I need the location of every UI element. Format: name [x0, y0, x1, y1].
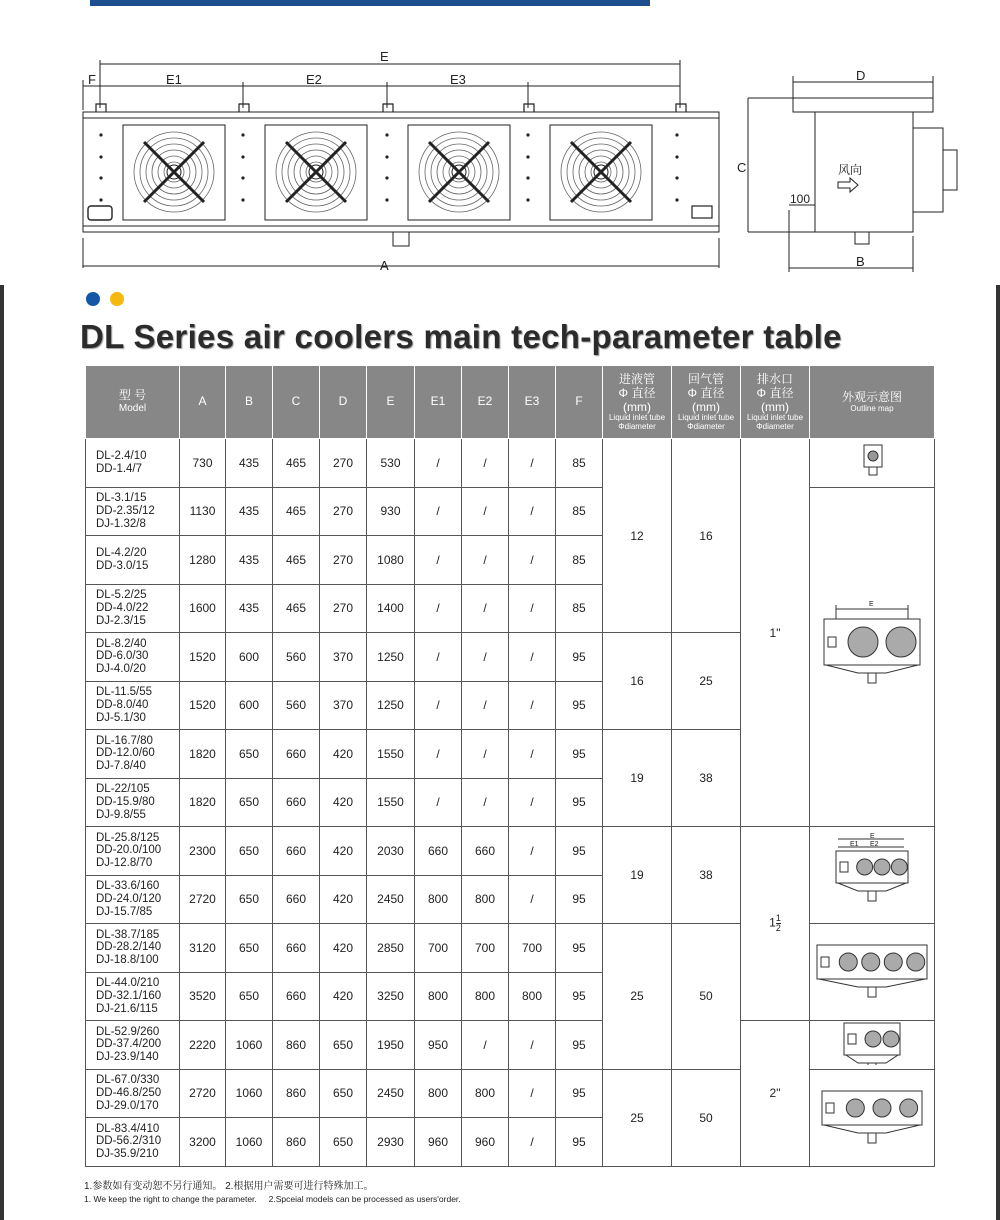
- left-border: [0, 285, 4, 1220]
- cell-gas-dia: 25: [672, 633, 741, 730]
- wind-direction-label: 风向: [838, 163, 863, 177]
- model-name: DJ-21.6/115: [96, 1002, 158, 1015]
- yellow-dot: [110, 292, 124, 306]
- model-name: DD-15.9/80: [96, 795, 155, 808]
- model-name: DD-6.0/30: [96, 650, 149, 663]
- model-name: DL-38.7/185: [96, 928, 160, 941]
- header-e3: E3: [509, 366, 556, 439]
- screw-dot: [526, 198, 529, 201]
- screw-dot: [99, 198, 102, 201]
- cell-d: 650: [320, 1118, 367, 1167]
- cell-e1: /: [415, 633, 462, 682]
- page-title: DL Series air coolers main tech-parameter table: [80, 318, 842, 355]
- decor-dots: [86, 292, 134, 311]
- outline-map-icon: [810, 1081, 934, 1151]
- model-name: DL-8.2/40: [96, 637, 147, 650]
- outline-map-icon: [810, 439, 934, 483]
- cell-e1: 800: [415, 875, 462, 924]
- outline-cell: [810, 827, 935, 924]
- cell-e2: 700: [462, 924, 509, 973]
- cell-d: 270: [320, 536, 367, 585]
- model-name: DJ-29.0/170: [96, 1099, 159, 1112]
- cell-d: 420: [320, 972, 367, 1021]
- cell-liquid-dia: 19: [603, 730, 672, 827]
- cell-e1: 960: [415, 1118, 462, 1167]
- cell-gas-dia: 38: [672, 730, 741, 827]
- model-name: DD-32.1/160: [96, 989, 162, 1002]
- cell-a: 1280: [180, 536, 226, 585]
- model-name: DD-4.0/22: [96, 601, 149, 614]
- cell-e3: /: [509, 633, 556, 682]
- model-cell: [86, 1069, 180, 1118]
- cell-e3: /: [509, 487, 556, 536]
- cell-e: 3250: [367, 972, 415, 1021]
- cell-b: 600: [226, 681, 273, 730]
- header-d: D: [320, 366, 367, 439]
- dim-label-e1: E1: [166, 72, 182, 87]
- cell-f: 95: [556, 681, 603, 730]
- spec-table: [85, 365, 935, 1167]
- model-name: DJ-23.9/140: [96, 1051, 159, 1064]
- cell-f: 85: [556, 536, 603, 585]
- cell-liquid-dia: 25: [603, 1069, 672, 1166]
- screw-dot: [99, 133, 102, 136]
- cell-c: 560: [273, 633, 320, 682]
- cell-b: 650: [226, 875, 273, 924]
- outline-map-icon: [810, 1021, 934, 1065]
- cell-d: 650: [320, 1021, 367, 1070]
- header-gas: 回气管 Φ 直径 (mm) Liquid inlet tube Φdiameter: [672, 366, 741, 439]
- dim-label-c: C: [737, 160, 747, 175]
- cell-e: 530: [367, 439, 415, 488]
- cell-b: 650: [226, 924, 273, 973]
- cell-d: 270: [320, 584, 367, 633]
- cell-a: 1820: [180, 778, 226, 827]
- outline-cell: [810, 1021, 935, 1070]
- cell-e3: /: [509, 584, 556, 633]
- cell-a: 2720: [180, 875, 226, 924]
- cell-e2: /: [462, 633, 509, 682]
- cell-c: 860: [273, 1118, 320, 1167]
- dim-label-e: E: [380, 49, 389, 64]
- model-name: DL-83.4/410: [96, 1122, 160, 1135]
- cell-d: 270: [320, 487, 367, 536]
- header-model: 型 号 Model: [86, 366, 180, 439]
- fan-icon: [408, 125, 510, 220]
- cell-e: 930: [367, 487, 415, 536]
- outline-cell: [810, 1069, 935, 1166]
- model-name: DJ-7.8/40: [96, 760, 146, 773]
- cell-a: 1130: [180, 487, 226, 536]
- model-name: DL-67.0/330: [96, 1074, 160, 1087]
- screw-dot: [241, 198, 244, 201]
- cell-drain-dia: [741, 827, 810, 1021]
- cell-e: 2850: [367, 924, 415, 973]
- model-cell: [86, 1118, 180, 1167]
- model-name: DD-3.0/15: [96, 559, 149, 572]
- model-cell: [86, 584, 180, 633]
- outline-cell: [810, 924, 935, 1021]
- cell-a: 730: [180, 439, 226, 488]
- cell-f: 85: [556, 487, 603, 536]
- model-name: DD-46.8/250: [96, 1086, 162, 1099]
- table-header-row: [86, 366, 935, 439]
- cell-gas-dia: 50: [672, 924, 741, 1070]
- cell-e2: /: [462, 778, 509, 827]
- cell-e2: /: [462, 536, 509, 585]
- model-cell: [86, 972, 180, 1021]
- cell-liquid-dia: 19: [603, 827, 672, 924]
- svg-text:E2: E2: [870, 840, 879, 848]
- model-name: DL-25.8/125: [96, 831, 160, 844]
- cell-b: 650: [226, 778, 273, 827]
- model-name: DL-2.4/10: [96, 450, 147, 463]
- cell-f: 95: [556, 1069, 603, 1118]
- outline-map-icon: [810, 941, 934, 1001]
- cell-a: 2220: [180, 1021, 226, 1070]
- model-name: DD-24.0/120: [96, 892, 162, 905]
- cell-e3: /: [509, 536, 556, 585]
- screw-dot: [526, 155, 529, 158]
- screw-dot: [241, 133, 244, 136]
- cell-a: 3200: [180, 1118, 226, 1167]
- cell-f: 95: [556, 1118, 603, 1167]
- cell-e1: 950: [415, 1021, 462, 1070]
- cell-a: 1520: [180, 681, 226, 730]
- model-name: DD-1.4/7: [96, 462, 143, 475]
- model-cell: [86, 681, 180, 730]
- cell-b: 435: [226, 439, 273, 488]
- cell-a: 3120: [180, 924, 226, 973]
- table-row: [86, 827, 935, 876]
- cell-e1: 660: [415, 827, 462, 876]
- cell-e3: /: [509, 778, 556, 827]
- cell-e3: /: [509, 439, 556, 488]
- electric-box-icon: [692, 206, 712, 218]
- cell-e1: /: [415, 681, 462, 730]
- cell-f: 85: [556, 584, 603, 633]
- cell-e1: /: [415, 730, 462, 779]
- cell-a: 3520: [180, 972, 226, 1021]
- cell-liquid-dia: 16: [603, 633, 672, 730]
- header-drain: 排水口 Φ 直径 (mm) Liquid inlet tube Φdiameter: [741, 366, 810, 439]
- cell-c: 860: [273, 1069, 320, 1118]
- model-name: DD-28.2/140: [96, 941, 162, 954]
- screw-dot: [526, 176, 529, 179]
- model-name: DL-44.0/210: [96, 977, 160, 990]
- cell-e3: /: [509, 1118, 556, 1167]
- cell-b: 650: [226, 827, 273, 876]
- model-name: DL-5.2/25: [96, 589, 147, 602]
- model-cell: [86, 536, 180, 585]
- model-name: DD-20.0/100: [96, 844, 162, 857]
- cell-e2: /: [462, 681, 509, 730]
- cell-e3: /: [509, 1069, 556, 1118]
- header-c: C: [273, 366, 320, 439]
- header-f: F: [556, 366, 603, 439]
- footnotes: [84, 1181, 461, 1204]
- dim-label-e3: E3: [450, 72, 466, 87]
- cell-e1: 800: [415, 972, 462, 1021]
- cell-d: 370: [320, 633, 367, 682]
- cell-e1: /: [415, 778, 462, 827]
- screw-dot: [385, 198, 388, 201]
- cell-c: 660: [273, 875, 320, 924]
- cell-gas-dia: 50: [672, 1069, 741, 1166]
- header-b: B: [226, 366, 273, 439]
- cell-e1: 800: [415, 1069, 462, 1118]
- cell-e3: /: [509, 730, 556, 779]
- cell-c: 660: [273, 778, 320, 827]
- drain-whole: 1: [769, 915, 776, 930]
- cell-e: 1950: [367, 1021, 415, 1070]
- cell-liquid-dia: 12: [603, 439, 672, 633]
- cell-b: 600: [226, 633, 273, 682]
- model-name: DL-3.1/15: [96, 492, 147, 505]
- cell-b: 435: [226, 487, 273, 536]
- svg-text:E: E: [870, 832, 875, 840]
- cell-a: 2720: [180, 1069, 226, 1118]
- cell-e2: 960: [462, 1118, 509, 1167]
- drain-fraction: $\frac{1}{2}$: [775, 913, 781, 933]
- cell-e2: /: [462, 439, 509, 488]
- cell-e2: 800: [462, 875, 509, 924]
- cell-gas-dia: 38: [672, 827, 741, 924]
- cell-c: 465: [273, 536, 320, 585]
- cell-e3: /: [509, 1021, 556, 1070]
- cell-e: 2030: [367, 827, 415, 876]
- screw-dot: [99, 155, 102, 158]
- model-name: DD-12.0/60: [96, 747, 155, 760]
- dim-label-f: F: [88, 72, 96, 87]
- model-name: DL-33.6/160: [96, 880, 160, 893]
- cell-e: 1250: [367, 681, 415, 730]
- cell-b: 1060: [226, 1021, 273, 1070]
- cell-e1: /: [415, 439, 462, 488]
- screw-dot: [675, 176, 678, 179]
- cell-e3: /: [509, 681, 556, 730]
- cell-e: 1080: [367, 536, 415, 585]
- model-cell: [86, 730, 180, 779]
- model-name: DL-22/105: [96, 783, 150, 796]
- model-name: DJ-2.3/15: [96, 614, 146, 627]
- cell-e2: 800: [462, 1069, 509, 1118]
- fan-icon: [265, 125, 367, 220]
- cell-f: 95: [556, 875, 603, 924]
- svg-text:E: E: [869, 601, 874, 609]
- junction-box-icon: [88, 206, 112, 220]
- cell-e2: 660: [462, 827, 509, 876]
- table-row: [86, 439, 935, 488]
- dim-label-drain: 100: [790, 192, 811, 206]
- cell-e2: /: [462, 487, 509, 536]
- cell-d: 420: [320, 730, 367, 779]
- screw-dot: [385, 155, 388, 158]
- model-name: DJ-1.32/8: [96, 517, 146, 530]
- dimension-drawing: [0, 0, 1000, 285]
- header-e: E: [367, 366, 415, 439]
- header-e1: E1: [415, 366, 462, 439]
- cell-f: 95: [556, 778, 603, 827]
- header-e2: E2: [462, 366, 509, 439]
- cell-e3: /: [509, 827, 556, 876]
- cell-f: 95: [556, 827, 603, 876]
- dim-label-b: B: [856, 254, 865, 269]
- cell-e2: /: [462, 584, 509, 633]
- model-cell: [86, 439, 180, 488]
- cell-d: 270: [320, 439, 367, 488]
- model-cell: [86, 924, 180, 973]
- model-cell: [86, 1021, 180, 1070]
- model-name: DD-56.2/310: [96, 1135, 162, 1148]
- header-outline: 外观示意图 Outline map: [810, 366, 935, 439]
- model-name: DD-2.35/12: [96, 504, 155, 517]
- screw-dot: [241, 176, 244, 179]
- note-en: 1. We keep the right to change the parameter. 2.Spceial models can be processed as users'order.: [84, 1193, 461, 1204]
- note-cn: 1.参数如有变动恕不另行通知。 2.根据用户需要可进行特殊加工。: [84, 1181, 374, 1192]
- cell-d: 650: [320, 1069, 367, 1118]
- cell-b: 435: [226, 536, 273, 585]
- model-name: DJ-35.9/210: [96, 1148, 159, 1161]
- header-a: A: [180, 366, 226, 439]
- screw-dot: [675, 155, 678, 158]
- cell-b: 650: [226, 730, 273, 779]
- model-name: DL-4.2/20: [96, 547, 147, 560]
- cell-e: 2450: [367, 1069, 415, 1118]
- dim-label-d: D: [856, 68, 866, 83]
- cell-a: 2300: [180, 827, 226, 876]
- blue-dot: [86, 292, 100, 306]
- model-name: DJ-4.0/20: [96, 663, 146, 676]
- cell-a: 1600: [180, 584, 226, 633]
- outline-cell: [810, 439, 935, 488]
- cell-c: 660: [273, 730, 320, 779]
- screw-dot: [526, 133, 529, 136]
- model-cell: [86, 778, 180, 827]
- cell-d: 420: [320, 827, 367, 876]
- model-cell: [86, 875, 180, 924]
- fan-icon: [123, 125, 225, 220]
- cell-b: 1060: [226, 1069, 273, 1118]
- cell-d: 420: [320, 778, 367, 827]
- cell-e: 2450: [367, 875, 415, 924]
- model-name: DD-37.4/200: [96, 1038, 162, 1051]
- cell-a: 1820: [180, 730, 226, 779]
- cell-e: 1400: [367, 584, 415, 633]
- model-cell: [86, 633, 180, 682]
- cell-f: 95: [556, 633, 603, 682]
- model-cell: [86, 827, 180, 876]
- cell-d: 420: [320, 875, 367, 924]
- screw-dot: [675, 133, 678, 136]
- model-name: DL-16.7/80: [96, 734, 153, 747]
- model-name: DL-52.9/260: [96, 1025, 160, 1038]
- cell-gas-dia: 16: [672, 439, 741, 633]
- cell-e: 2930: [367, 1118, 415, 1167]
- cell-b: 650: [226, 972, 273, 1021]
- cell-f: 85: [556, 439, 603, 488]
- cell-e2: /: [462, 730, 509, 779]
- cell-drain-dia: 1": [741, 439, 810, 827]
- cell-c: 465: [273, 439, 320, 488]
- cell-e: 1550: [367, 778, 415, 827]
- screw-dot: [385, 176, 388, 179]
- cell-c: 465: [273, 584, 320, 633]
- outline-cell: [810, 487, 935, 827]
- right-border: [996, 285, 1000, 1220]
- cell-e: 1550: [367, 730, 415, 779]
- cell-f: 95: [556, 924, 603, 973]
- cell-f: 95: [556, 1021, 603, 1070]
- cell-b: 435: [226, 584, 273, 633]
- header-liquid: 进液管 Φ 直径 (mm) Liquid inlet tube Φdiameter: [603, 366, 672, 439]
- side-view-body: [815, 112, 913, 232]
- svg-text:E1: E1: [850, 840, 859, 848]
- cell-e3: /: [509, 875, 556, 924]
- model-name: DJ-12.8/70: [96, 857, 153, 870]
- screw-dot: [385, 133, 388, 136]
- cell-c: 660: [273, 972, 320, 1021]
- cell-c: 660: [273, 827, 320, 876]
- cell-liquid-dia: 25: [603, 924, 672, 1070]
- outline-map-icon: [810, 831, 934, 917]
- cell-e3: 800: [509, 972, 556, 1021]
- cell-b: 1060: [226, 1118, 273, 1167]
- cell-d: 370: [320, 681, 367, 730]
- cell-d: 420: [320, 924, 367, 973]
- cell-f: 95: [556, 730, 603, 779]
- cell-e2: /: [462, 1021, 509, 1070]
- model-cell: [86, 487, 180, 536]
- cell-f: 95: [556, 972, 603, 1021]
- model-name: DJ-18.8/100: [96, 954, 159, 967]
- cell-e1: /: [415, 536, 462, 585]
- cell-c: 465: [273, 487, 320, 536]
- screw-dot: [99, 176, 102, 179]
- model-name: DJ-5.1/30: [96, 711, 146, 724]
- cell-e1: /: [415, 487, 462, 536]
- model-name: DL-11.5/55: [96, 686, 153, 699]
- dim-label-e2: E2: [306, 72, 322, 87]
- screw-dot: [241, 155, 244, 158]
- cell-a: 1520: [180, 633, 226, 682]
- table-row: [86, 1021, 935, 1070]
- screw-dot: [675, 198, 678, 201]
- cell-e1: /: [415, 584, 462, 633]
- cell-c: 860: [273, 1021, 320, 1070]
- model-name: DJ-15.7/85: [96, 905, 153, 918]
- cell-drain-dia: 2": [741, 1021, 810, 1167]
- cell-e1: 700: [415, 924, 462, 973]
- dim-label-a: A: [380, 258, 389, 273]
- cell-c: 660: [273, 924, 320, 973]
- outline-map-icon: [810, 595, 934, 715]
- model-name: DD-8.0/40: [96, 698, 149, 711]
- cell-e3: 700: [509, 924, 556, 973]
- cell-c: 560: [273, 681, 320, 730]
- model-name: DJ-9.8/55: [96, 808, 146, 821]
- cell-e: 1250: [367, 633, 415, 682]
- fan-icon: [550, 125, 652, 220]
- cell-e2: 800: [462, 972, 509, 1021]
